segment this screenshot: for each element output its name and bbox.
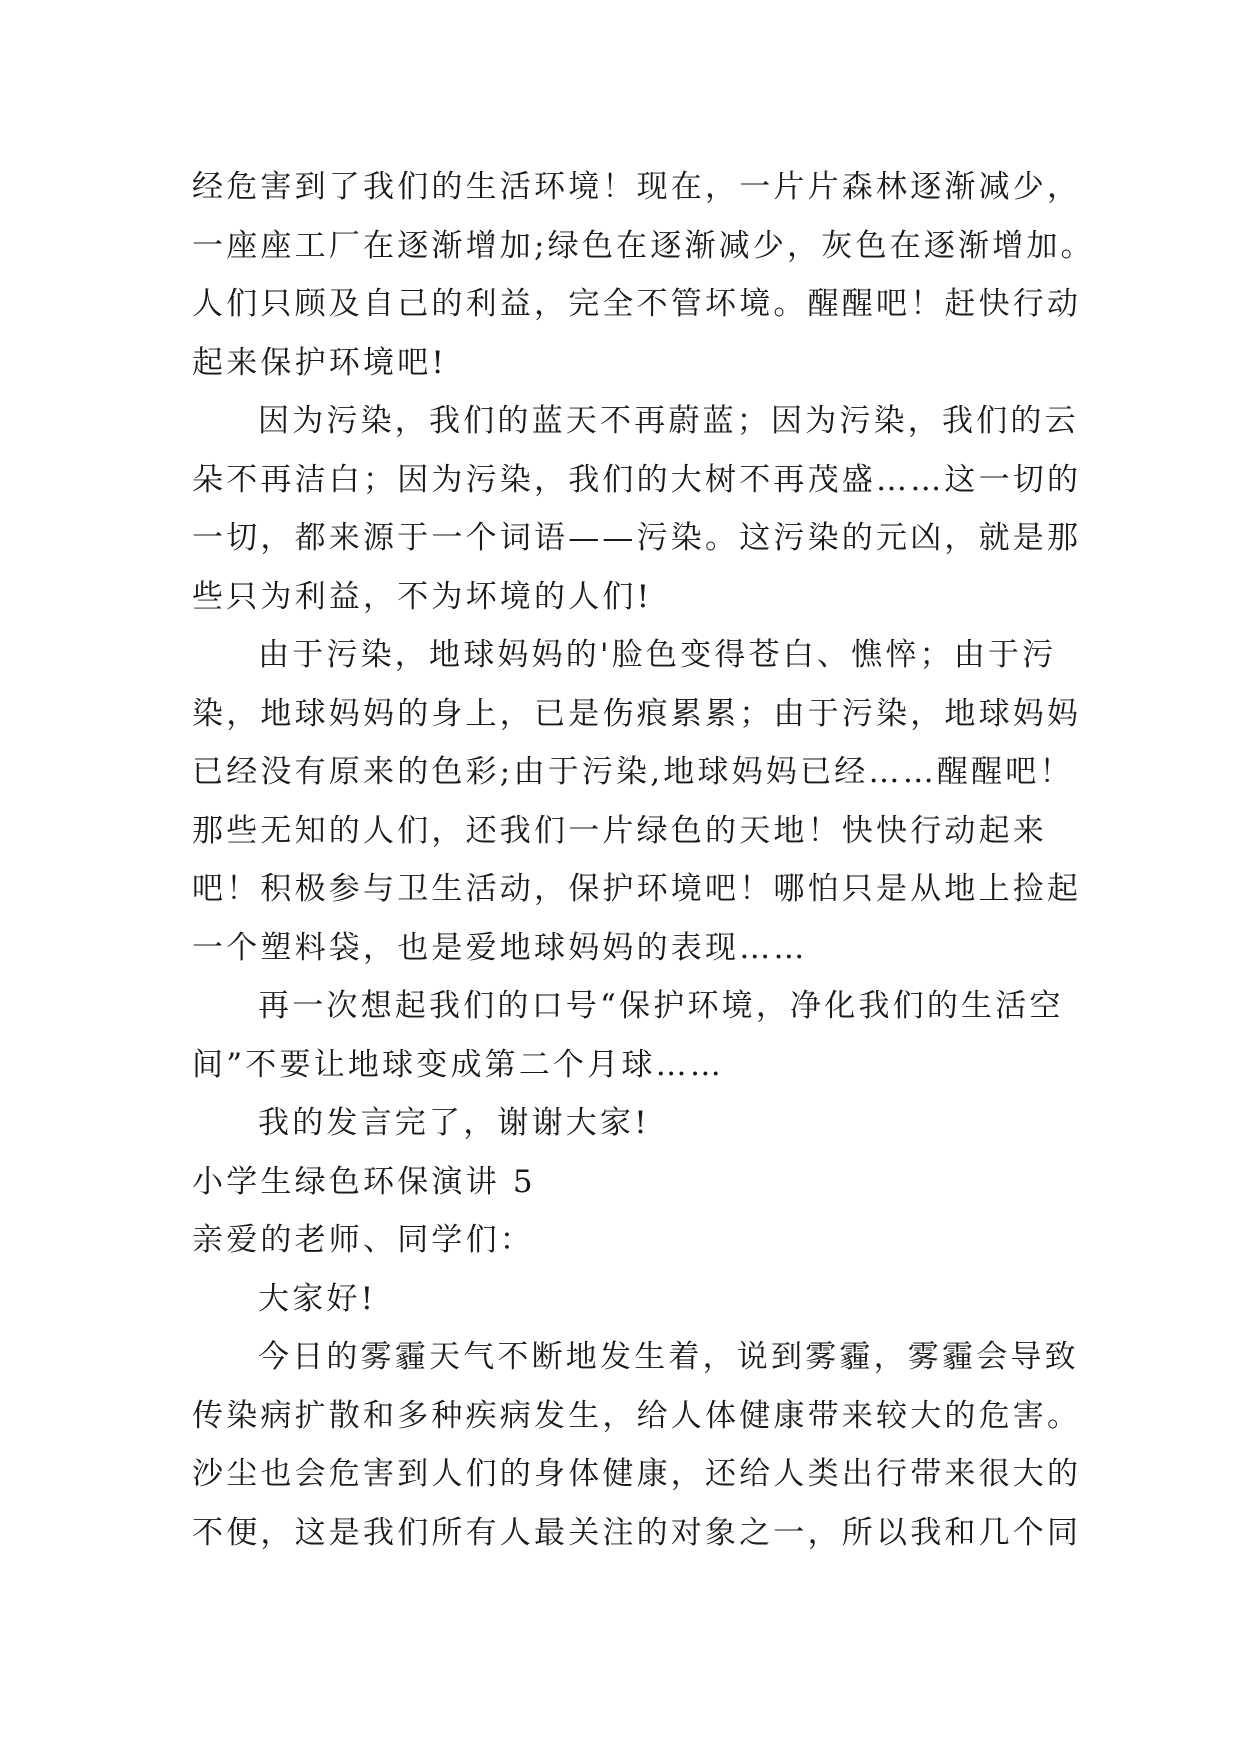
document-body [192, 158, 1095, 1562]
text-line: 不便，这是我们所有人最关注的对象之一，所以我和几个同 [192, 1514, 1082, 1551]
section-title: 小学生绿色环保演讲 5 [192, 1163, 536, 1200]
text-line: 沙尘也会危害到人们的身体健康，还给人类出行带来很大的 [192, 1456, 1082, 1492]
text-line: 一个塑料袋，也是爱地球妈妈的表现…… [192, 929, 808, 966]
salutation: 亲爱的老师、同学们： [192, 1222, 534, 1258]
text-line: 人们只顾及自己的利益，完全不管坏境。醒醒吧！赶快行动 [192, 286, 1082, 322]
text-line: 传染病扩散和多种疾病发生，给人体健康带来较大的危害。 [192, 1397, 1082, 1434]
paragraph-first-line: 今日的雾霾天气不断地发生着，说到雾霾，雾霾会导致 [258, 1339, 1079, 1375]
text-line: 吧！积极参与卫生活动，保护环境吧！哪怕只是从地上捡起 [192, 871, 1082, 907]
text-line: 经危害到了我们的生活环境！现在，一片片森林逐渐减少， [192, 169, 1082, 205]
text-line: 已经没有原来的色彩;由于污染,地球妈妈已经……醒醒吧！ [192, 754, 1074, 790]
text-line: 起来保护环境吧! [192, 344, 448, 381]
text-line: 间”不要让地球变成第二个月球…… [192, 1046, 725, 1083]
text-line: 朵不再洁白；因为污染，我们的大树不再茂盛……这一切的 [192, 461, 1082, 498]
text-line: 些只为利益，不为坏境的人们! [192, 578, 653, 615]
paragraph-first-line: 因为污染，我们的蓝天不再蔚蓝；因为污染，我们的云 [258, 403, 1079, 439]
text-line: 那些无知的人们，还我们一片绿色的天地！快快行动起来 [192, 812, 1047, 849]
paragraph-first-line: 再一次想起我们的口号“保护环境，净化我们的生活空 [258, 988, 1064, 1024]
text-line: 一座座工厂在逐渐增加;绿色在逐渐减少，灰色在逐渐增加。 [192, 227, 1095, 264]
paragraph-first-line: 由于污染，地球妈妈的'脸色变得苍白、憔悴；由于污 [258, 637, 1057, 673]
text-line: 染，地球妈妈的身上，已是伤痕累累；由于污染，地球妈妈 [192, 695, 1082, 732]
paragraph-first-line: 我的发言完了，谢谢大家! [258, 1105, 650, 1141]
greeting: 大家好! [258, 1280, 377, 1317]
text-line: 一切，都来源于一个词语——污染。这污染的元凶，就是那 [192, 520, 1082, 556]
